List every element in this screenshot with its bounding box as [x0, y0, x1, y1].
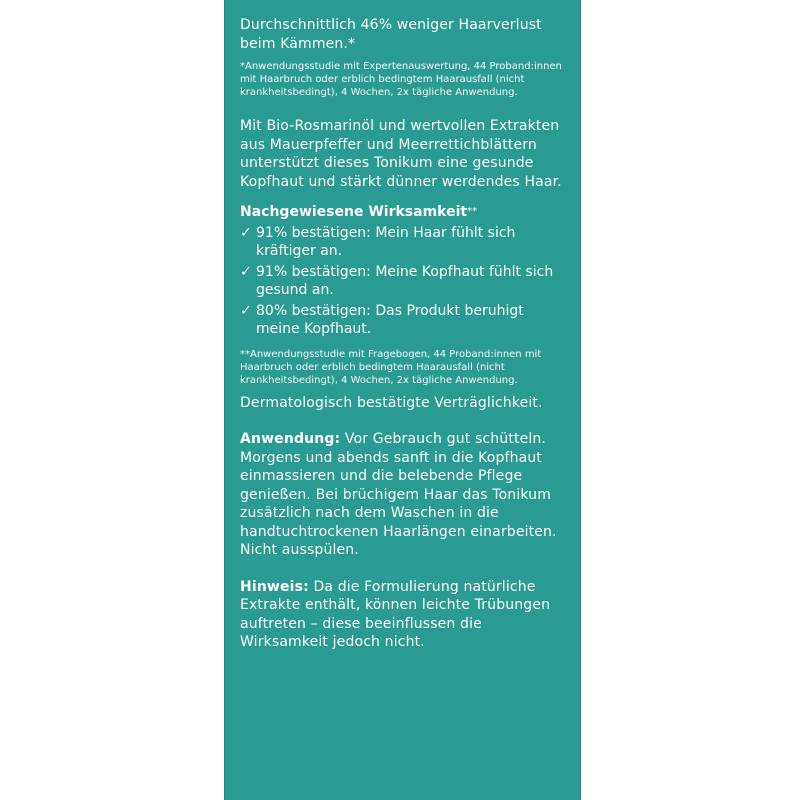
efficacy-item-text: 80% bestätigen: Das Produkt beruhigt meine Kopfhaut. — [256, 302, 524, 337]
efficacy-item — [240, 263, 571, 300]
hint-text: Da die Formulierung natürliche Extrakte enthält, können leichte Trübungen auftreten – diese beeinflussen die Wirksamkeit jedoch nicht. — [240, 578, 551, 650]
panel-right-edge — [580, 0, 581, 800]
efficacy-heading — [240, 203, 571, 222]
hair-loss-claim: Durchschnittlich 46% weniger Haarverlust beim Kämmen.* — [240, 17, 542, 52]
checkmark-icon: ✓ — [240, 302, 252, 319]
efficacy-item-text: 91% bestätigen: Mein Haar fühlt sich kräftiger an. — [256, 224, 516, 259]
product-description: Mit Bio-Rosmarinöl und wertvollen Extrakten aus Mauerpfeffer und Meerrettichblättern unterstützt dieses Tonikum eine gesunde Kopfhaut und stärkt dünner werdendes Haar. — [240, 118, 562, 190]
usage-text: Vor Gebrauch gut schütteln. Morgens und abends sanft in die Kopfhaut einmassieren und die belebende Pflege genießen. Bei brüchigem Haar das Tonikum zusätzlich nach dem Waschen in die handtuchtrockenen Haarlängen einarbeiten. Nicht ausspülen. — [240, 431, 557, 558]
checkmark-icon: ✓ — [240, 224, 252, 241]
efficacy-item-text: 91% bestätigen: Meine Kopfhaut fühlt sich gesund an. — [256, 263, 554, 298]
tolerance-statement: Dermatologisch bestätigte Verträglichkeit. — [240, 394, 543, 411]
efficacy-heading-text: Nachgewiesene Wirksamkeit — [240, 204, 468, 220]
usage-instructions — [240, 430, 571, 560]
efficacy-item — [240, 302, 571, 339]
efficacy-heading-mark: ** — [467, 206, 478, 217]
checkmark-icon: ✓ — [240, 263, 252, 280]
claim-footnote: *Anwendungsstudie mit Expertenauswertung, 44 Proband:innen mit Haarbruch oder erblich bedingtem Haarausfall (nicht krankheitsbedingt), 4 Wochen, 2x tägliche Anwendung. — [240, 61, 562, 98]
usage-label: Anwendung: — [240, 431, 341, 447]
efficacy-footnote: **Anwendungsstudie mit Fragebogen, 44 Proband:innen mit Haarbruch oder erblich bedingtem Haarausfall (nicht krankheitsbedingt), 4 Wochen, 2x tägliche Anwendung. — [240, 348, 542, 386]
panel-left-edge — [224, 0, 225, 800]
efficacy-item — [240, 224, 571, 261]
efficacy-list — [240, 224, 571, 339]
hint-label: Hinweis: — [240, 578, 309, 595]
hint-note — [240, 578, 571, 652]
package-back-panel — [224, 0, 581, 800]
